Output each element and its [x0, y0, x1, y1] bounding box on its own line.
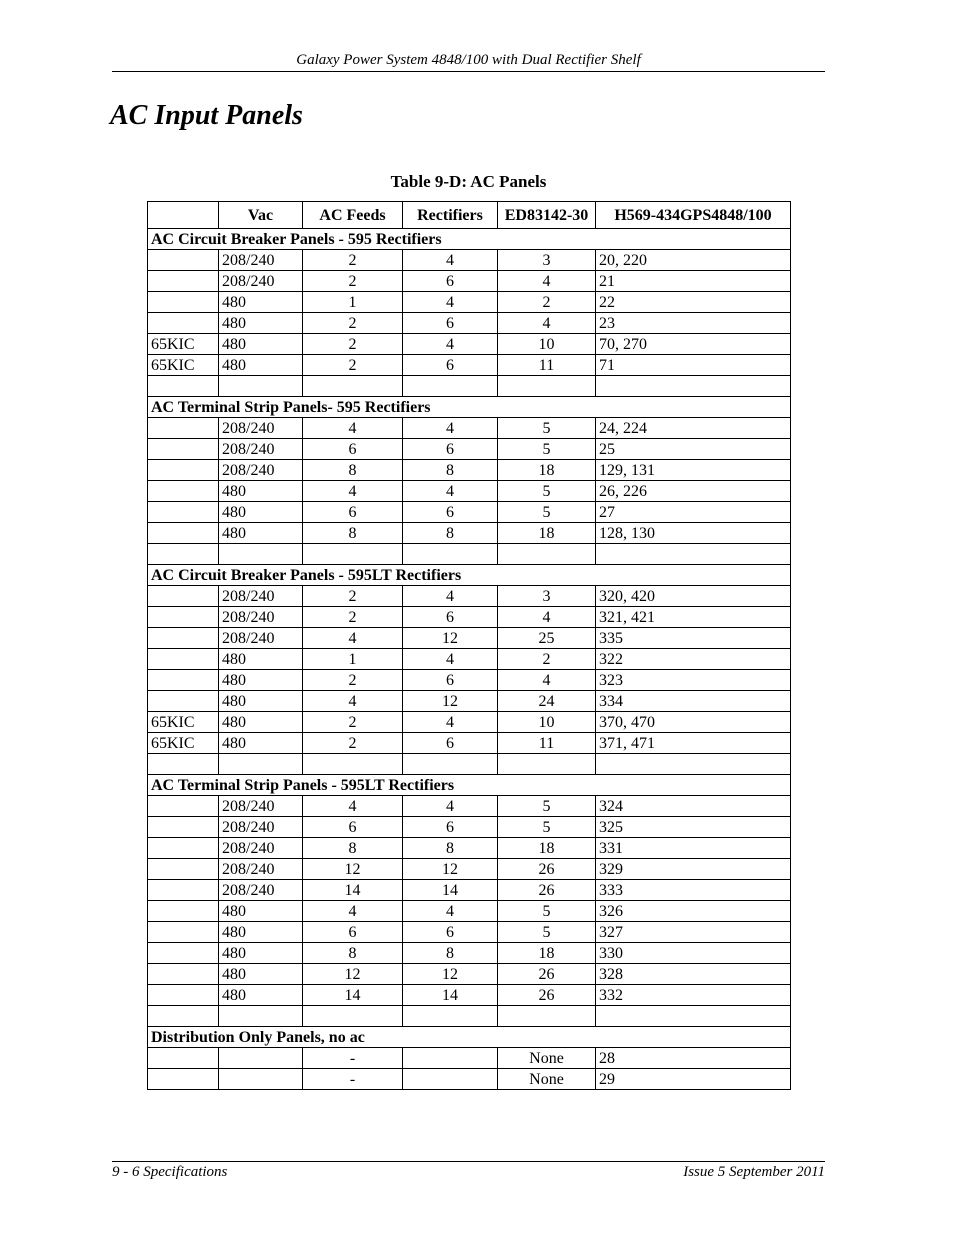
table-cell: [403, 544, 498, 565]
table-cell: [219, 544, 303, 565]
table-cell: 12: [303, 859, 403, 880]
table-cell: 4: [403, 334, 498, 355]
table-cell: 321, 421: [596, 607, 791, 628]
table-cell: 65KIC: [148, 334, 219, 355]
table-cell: 22: [596, 292, 791, 313]
table-cell: 325: [596, 817, 791, 838]
table-cell: 8: [403, 838, 498, 859]
table-cell: 2: [303, 712, 403, 733]
table-row: [148, 292, 791, 313]
table-cell: [148, 586, 219, 607]
table-cell: [219, 1006, 303, 1027]
table-row: [148, 1048, 791, 1069]
table-cell: 6: [303, 922, 403, 943]
table-cell: [498, 376, 596, 397]
table-cell: [403, 1069, 498, 1090]
page-title: AC Input Panels: [110, 100, 303, 131]
table-cell: [148, 313, 219, 334]
table-cell: 2: [303, 313, 403, 334]
table-cell: [148, 985, 219, 1006]
column-header-ac-feeds: AC Feeds: [303, 202, 403, 229]
table-cell: 5: [498, 439, 596, 460]
table-cell: 12: [403, 628, 498, 649]
table-cell: 327: [596, 922, 791, 943]
table-cell: 208/240: [219, 607, 303, 628]
table-cell: 28: [596, 1048, 791, 1069]
table-cell: 11: [498, 355, 596, 376]
table-row: [148, 985, 791, 1006]
table-row: [148, 1006, 791, 1027]
table-cell: [148, 880, 219, 901]
table-cell: 4: [403, 796, 498, 817]
table-row: [148, 586, 791, 607]
table-row: [148, 691, 791, 712]
table-row: [148, 544, 791, 565]
table-row: [148, 481, 791, 502]
table-cell: 480: [219, 334, 303, 355]
table-cell: [596, 376, 791, 397]
table-cell: 6: [403, 271, 498, 292]
footer-issue-date: Issue 5 September 2011: [683, 1164, 825, 1180]
table-cell: 4: [303, 901, 403, 922]
table-cell: [303, 1006, 403, 1027]
table-cell: 324: [596, 796, 791, 817]
table-cell: [219, 376, 303, 397]
table-cell: [148, 838, 219, 859]
table-cell: 6: [303, 439, 403, 460]
table-cell: 480: [219, 964, 303, 985]
table-cell: 5: [498, 922, 596, 943]
table-cell: 328: [596, 964, 791, 985]
table-cell: 4: [403, 649, 498, 670]
table-row: [148, 880, 791, 901]
table-cell: 480: [219, 985, 303, 1006]
table-cell: [148, 1048, 219, 1069]
table-cell: 208/240: [219, 838, 303, 859]
table-cell: 12: [403, 691, 498, 712]
table-cell: 208/240: [219, 628, 303, 649]
table-cell: 6: [403, 670, 498, 691]
column-header-h569-434gps: H569-434GPS4848/100: [596, 202, 791, 229]
table-cell: [403, 754, 498, 775]
table-cell: 5: [498, 418, 596, 439]
table-cell: [148, 481, 219, 502]
table-cell: [148, 964, 219, 985]
table-cell: 320, 420: [596, 586, 791, 607]
table-row: [148, 964, 791, 985]
table-row: [148, 859, 791, 880]
table-cell: [148, 1006, 219, 1027]
table-cell: None: [498, 1069, 596, 1090]
table-cell: 10: [498, 334, 596, 355]
table-cell: 480: [219, 901, 303, 922]
table-cell: [148, 607, 219, 628]
table-caption: Table 9-D: AC Panels: [390, 172, 547, 191]
table-cell: [148, 439, 219, 460]
section-row: [148, 397, 791, 418]
table-cell: 128, 130: [596, 523, 791, 544]
table-cell: 4: [303, 628, 403, 649]
table-cell: 5: [498, 796, 596, 817]
table-cell: 25: [498, 628, 596, 649]
section-row: [148, 229, 791, 250]
table-cell: 3: [498, 250, 596, 271]
table-row: [148, 754, 791, 775]
table-cell: [148, 1069, 219, 1090]
column-header-vac: Vac: [219, 202, 303, 229]
table-cell: 330: [596, 943, 791, 964]
column-header-rectifiers: Rectifiers: [403, 202, 498, 229]
table-cell: 323: [596, 670, 791, 691]
table-cell: 12: [403, 859, 498, 880]
table-cell: 326: [596, 901, 791, 922]
table-cell: 12: [303, 964, 403, 985]
table-cell: 329: [596, 859, 791, 880]
table-cell: [219, 1048, 303, 1069]
table-row: [148, 817, 791, 838]
table-header-row: [148, 202, 791, 229]
table-cell: 24: [498, 691, 596, 712]
table-cell: 6: [403, 922, 498, 943]
table-cell: 208/240: [219, 250, 303, 271]
table-row: [148, 733, 791, 754]
table-row: [148, 376, 791, 397]
table-cell: 480: [219, 922, 303, 943]
table-cell: 332: [596, 985, 791, 1006]
table-cell: 4: [498, 670, 596, 691]
table-cell: 371, 471: [596, 733, 791, 754]
table-row: [148, 943, 791, 964]
table-cell: 335: [596, 628, 791, 649]
table-cell: 4: [403, 250, 498, 271]
table-cell: 208/240: [219, 460, 303, 481]
table-cell: 2: [303, 670, 403, 691]
table-cell: 2: [303, 733, 403, 754]
table-cell: 26: [498, 964, 596, 985]
table-cell: [148, 859, 219, 880]
table-cell: 480: [219, 733, 303, 754]
table-cell: 6: [403, 439, 498, 460]
table-cell: 4: [403, 586, 498, 607]
table-cell: 2: [303, 607, 403, 628]
section-heading: AC Terminal Strip Panels - 595LT Rectifiers: [148, 775, 791, 796]
table-cell: 6: [303, 502, 403, 523]
table-cell: 2: [303, 334, 403, 355]
table-cell: 29: [596, 1069, 791, 1090]
table-cell: [303, 544, 403, 565]
table-cell: 10: [498, 712, 596, 733]
table-cell: 208/240: [219, 817, 303, 838]
table-row: [148, 901, 791, 922]
table-row: [148, 502, 791, 523]
table-cell: [148, 796, 219, 817]
table-cell: 480: [219, 523, 303, 544]
table-cell: 208/240: [219, 859, 303, 880]
section-row: [148, 565, 791, 586]
table-cell: None: [498, 1048, 596, 1069]
table-cell: 331: [596, 838, 791, 859]
table-cell: [303, 754, 403, 775]
column-header-note: [148, 202, 219, 229]
table-cell: 208/240: [219, 880, 303, 901]
section-heading: Distribution Only Panels, no ac: [148, 1027, 791, 1048]
table-cell: 334: [596, 691, 791, 712]
table-cell: [148, 754, 219, 775]
table-cell: 18: [498, 943, 596, 964]
table-cell: 3: [498, 586, 596, 607]
table-row: [148, 649, 791, 670]
table-cell: 70, 270: [596, 334, 791, 355]
table-cell: 333: [596, 880, 791, 901]
table-cell: 18: [498, 460, 596, 481]
section-heading: AC Circuit Breaker Panels - 595 Rectifiers: [148, 229, 791, 250]
table-cell: 71: [596, 355, 791, 376]
table-cell: [148, 670, 219, 691]
table-cell: [148, 271, 219, 292]
table-row: [148, 838, 791, 859]
table-cell: 6: [403, 313, 498, 334]
table-cell: 14: [403, 985, 498, 1006]
table-cell: 4: [498, 271, 596, 292]
table-cell: [148, 544, 219, 565]
table-row: [148, 460, 791, 481]
table-cell: 4: [403, 418, 498, 439]
table-cell: [148, 502, 219, 523]
table-cell: [403, 1006, 498, 1027]
table-cell: [596, 1006, 791, 1027]
table-cell: 480: [219, 313, 303, 334]
table-cell: [219, 1069, 303, 1090]
section-heading: AC Terminal Strip Panels- 595 Rectifiers: [148, 397, 791, 418]
table-row: [148, 418, 791, 439]
table-cell: 6: [403, 355, 498, 376]
table-cell: [148, 292, 219, 313]
table-cell: 8: [303, 523, 403, 544]
table-row: [148, 712, 791, 733]
table-cell: [148, 901, 219, 922]
table-cell: 370, 470: [596, 712, 791, 733]
table-cell: 480: [219, 502, 303, 523]
table-cell: 4: [303, 418, 403, 439]
table-cell: 6: [403, 817, 498, 838]
table-cell: 26: [498, 880, 596, 901]
table-cell: 11: [498, 733, 596, 754]
table-cell: 6: [303, 817, 403, 838]
section-row: [148, 775, 791, 796]
table-cell: 4: [303, 691, 403, 712]
table-cell: 8: [303, 460, 403, 481]
section-row: [148, 1027, 791, 1048]
table-cell: 8: [403, 523, 498, 544]
table-cell: 8: [303, 943, 403, 964]
table-cell: [148, 418, 219, 439]
table-cell: [148, 628, 219, 649]
table-cell: [303, 376, 403, 397]
table-cell: 2: [303, 250, 403, 271]
table-cell: 480: [219, 355, 303, 376]
table-cell: [148, 691, 219, 712]
table-cell: 4: [403, 292, 498, 313]
column-header-ed83142-30: ED83142-30: [498, 202, 596, 229]
table-cell: [498, 1006, 596, 1027]
table-cell: 5: [498, 901, 596, 922]
table-cell: 480: [219, 691, 303, 712]
table-cell: [219, 754, 303, 775]
table-cell: [148, 817, 219, 838]
table-body: [148, 229, 791, 1090]
table-row: [148, 355, 791, 376]
table-cell: 21: [596, 271, 791, 292]
table-cell: 5: [498, 817, 596, 838]
table-cell: 6: [403, 607, 498, 628]
table-cell: 65KIC: [148, 355, 219, 376]
table-cell: 5: [498, 502, 596, 523]
table-row: [148, 334, 791, 355]
table-cell: 4: [403, 712, 498, 733]
table-cell: [148, 460, 219, 481]
table-cell: 208/240: [219, 796, 303, 817]
table-row: [148, 523, 791, 544]
table-cell: 1: [303, 649, 403, 670]
table-cell: [403, 376, 498, 397]
table-row: [148, 670, 791, 691]
table-cell: -: [303, 1048, 403, 1069]
table-cell: 208/240: [219, 271, 303, 292]
table-row: [148, 1069, 791, 1090]
table-cell: 129, 131: [596, 460, 791, 481]
table-cell: 480: [219, 649, 303, 670]
table-cell: 2: [303, 586, 403, 607]
table-cell: 4: [303, 796, 403, 817]
table-cell: 8: [403, 943, 498, 964]
table-cell: [498, 544, 596, 565]
table-cell: [148, 376, 219, 397]
table-cell: [148, 250, 219, 271]
table-cell: 18: [498, 523, 596, 544]
table-cell: 65KIC: [148, 712, 219, 733]
ac-panels-table: [147, 201, 791, 1090]
table-cell: [596, 754, 791, 775]
table-cell: 20, 220: [596, 250, 791, 271]
table-cell: 2: [498, 649, 596, 670]
table-row: [148, 628, 791, 649]
table-cell: 14: [303, 985, 403, 1006]
table-row: [148, 607, 791, 628]
table-cell: 8: [303, 838, 403, 859]
running-header: Galaxy Power System 4848/100 with Dual Rectifier Shelf: [112, 52, 825, 72]
table-cell: 26, 226: [596, 481, 791, 502]
table-row: [148, 796, 791, 817]
table-cell: 25: [596, 439, 791, 460]
table-cell: [148, 523, 219, 544]
table-cell: 2: [498, 292, 596, 313]
table-cell: 12: [403, 964, 498, 985]
table-cell: [498, 754, 596, 775]
table-cell: 2: [303, 271, 403, 292]
table-cell: 208/240: [219, 439, 303, 460]
table-row: [148, 439, 791, 460]
table-cell: 5: [498, 481, 596, 502]
table-cell: 27: [596, 502, 791, 523]
table-cell: 322: [596, 649, 791, 670]
table-cell: -: [303, 1069, 403, 1090]
table-cell: 480: [219, 943, 303, 964]
table-cell: 4: [403, 901, 498, 922]
table-cell: 65KIC: [148, 733, 219, 754]
table-row: [148, 313, 791, 334]
table-cell: 4: [303, 481, 403, 502]
table-cell: 2: [303, 355, 403, 376]
running-footer: [112, 1161, 825, 1181]
footer-page-label: 9 - 6 Specifications: [112, 1164, 228, 1180]
table-cell: 480: [219, 670, 303, 691]
table-cell: [148, 649, 219, 670]
table-cell: [148, 943, 219, 964]
table-cell: [403, 1048, 498, 1069]
table-cell: 208/240: [219, 586, 303, 607]
table-row: [148, 271, 791, 292]
table-cell: 6: [403, 502, 498, 523]
table-cell: 1: [303, 292, 403, 313]
table-cell: 8: [403, 460, 498, 481]
table-cell: 14: [303, 880, 403, 901]
section-heading: AC Circuit Breaker Panels - 595LT Rectifiers: [148, 565, 791, 586]
table-cell: 6: [403, 733, 498, 754]
table-cell: 26: [498, 985, 596, 1006]
table-cell: 480: [219, 292, 303, 313]
table-cell: 480: [219, 481, 303, 502]
table-cell: 4: [403, 481, 498, 502]
table-cell: 23: [596, 313, 791, 334]
table-cell: [148, 922, 219, 943]
table-cell: 480: [219, 712, 303, 733]
table-cell: 208/240: [219, 418, 303, 439]
table-cell: 14: [403, 880, 498, 901]
table-cell: 26: [498, 859, 596, 880]
table-row: [148, 250, 791, 271]
table-row: [148, 922, 791, 943]
table-cell: [596, 544, 791, 565]
table-cell: 4: [498, 313, 596, 334]
table-cell: 24, 224: [596, 418, 791, 439]
table-cell: 4: [498, 607, 596, 628]
table-cell: 18: [498, 838, 596, 859]
